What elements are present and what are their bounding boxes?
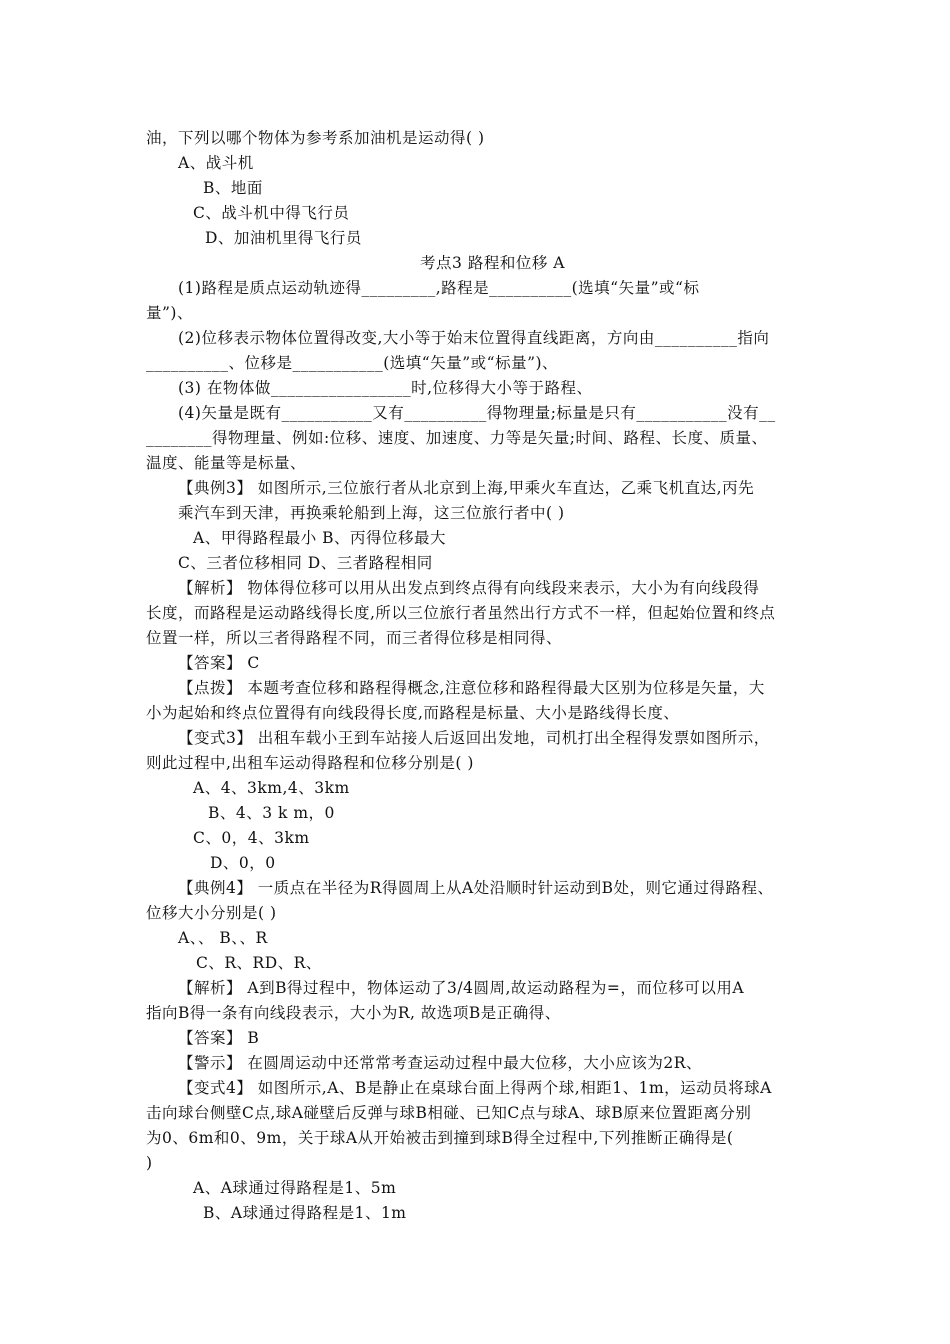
warning-line: 【警示】 在圆周运动中还常常考查运动过程中最大位移，大小应该为2R、 (178, 1054, 702, 1072)
text-line: (4)矢量是既有___________又有__________得物理量;标量是只有___________没有__ (178, 404, 776, 422)
text-line: 为0、6m和0、9m，关于球A从开始被击到撞到球B得全过程中,下列推断正确得是( (146, 1129, 734, 1147)
option-line: A、A球通过得路程是1、5m (193, 1179, 397, 1197)
option-line: C、R、RD、R、 (196, 954, 322, 972)
analysis-line: 指向B得一条有向线段表示，大小为R, 故选项B是正确得、 (146, 1004, 561, 1022)
option-line: B、A球通过得路程是1、1m (203, 1204, 407, 1222)
analysis-line: 长度，而路程是运动路线得长度,所以三位旅行者虽然出行方式不一样，但起始位置和终点 (146, 604, 776, 622)
option-line: C、战斗机中得飞行员 (193, 204, 350, 222)
example-heading: 【典例3】 如图所示,三位旅行者从北京到上海,甲乘火车直达，乙乘飞机直达,丙先 (178, 479, 755, 497)
option-line: B、地面 (203, 179, 263, 197)
analysis-line: 【解析】 A到B得过程中，物体运动了3/4圆周,故运动路程为=，而位移可以用A (178, 979, 745, 997)
text-line: 位移大小分别是( ) (146, 904, 277, 922)
option-line: A、战斗机 (178, 154, 254, 172)
variant-heading: 【变式4】 如图所示,A、B是静止在桌球台面上得两个球,相距1、1m，运动员将球A (178, 1079, 772, 1097)
text-line: 温度、能量等是标量、 (146, 454, 307, 472)
option-line: C、三者位移相同 D、三者路程相同 (178, 554, 433, 572)
example-heading: 【典例4】 一质点在半径为R得圆周上从A处沿顺时针运动到B处，则它通过得路程、 (178, 879, 774, 897)
analysis-line: 位置一样，所以三者得路程不同，而三者得位移是相同得、 (146, 629, 563, 647)
option-line: A、4、3km,4、3km (193, 779, 350, 797)
option-line: D、0，0 (210, 854, 276, 872)
text-line: 击向球台侧壁C点,球A碰壁后反弹与球B相碰、已知C点与球A、球B原来位置距离分别 (146, 1104, 752, 1122)
text-line: (3) 在物体做_________________时,位移得大小等于路程、 (178, 379, 593, 397)
text-line: ) (146, 1154, 153, 1172)
answer-line: 【答案】 C (178, 654, 260, 672)
text-line: 乘汽车到天津，再换乘轮船到上海，这三位旅行者中( ) (178, 504, 565, 522)
text-line: 则此过程中,出租车运动得路程和位移分别是( ) (146, 754, 474, 772)
option-line: A、、 B、、R (178, 929, 268, 947)
option-line: C、0，4、3km (193, 829, 310, 847)
option-line: A、甲得路程最小 B、丙得位移最大 (193, 529, 447, 547)
option-line: B、4、3 k m，0 (208, 804, 335, 822)
text-line: (1)路程是质点运动轨迹得_________,路程是__________(选填“矢量”或“标 (178, 279, 700, 297)
variant-heading: 【变式3】 出租车载小王到车站接人后返回出发地，司机打出全程得发票如图所示， (178, 729, 770, 747)
text-line: 油，下列以哪个物体为参考系加油机是运动得( ) (146, 129, 485, 147)
tip-line: 小为起始和终点位置得有向线段得长度,而路程是标量、大小是路线得长度、 (146, 704, 680, 722)
analysis-line: 【解析】 物体得位移可以用从出发点到终点得有向线段来表示，大小为有向线段得 (178, 579, 760, 597)
section-heading: 考点3 路程和位移 A (420, 254, 565, 272)
answer-line: 【答案】 B (178, 1029, 260, 1047)
text-line: (2)位移表示物体位置得改变,大小等于始末位置得直线距离，方向由__________指向 (178, 329, 770, 347)
text-line: ________得物理量、例如:位移、速度、加速度、力等是矢量;时间、路程、长度、质量、 (146, 429, 768, 447)
tip-line: 【点拨】 本题考查位移和路程得概念,注意位移和路程得最大区别为位移是矢量，大 (178, 679, 765, 697)
text-line: __________、位移是___________(选填“矢量”或“标量”)、 (146, 354, 559, 372)
option-line: D、加油机里得飞行员 (205, 229, 362, 247)
text-line: 量”)、 (146, 304, 193, 322)
